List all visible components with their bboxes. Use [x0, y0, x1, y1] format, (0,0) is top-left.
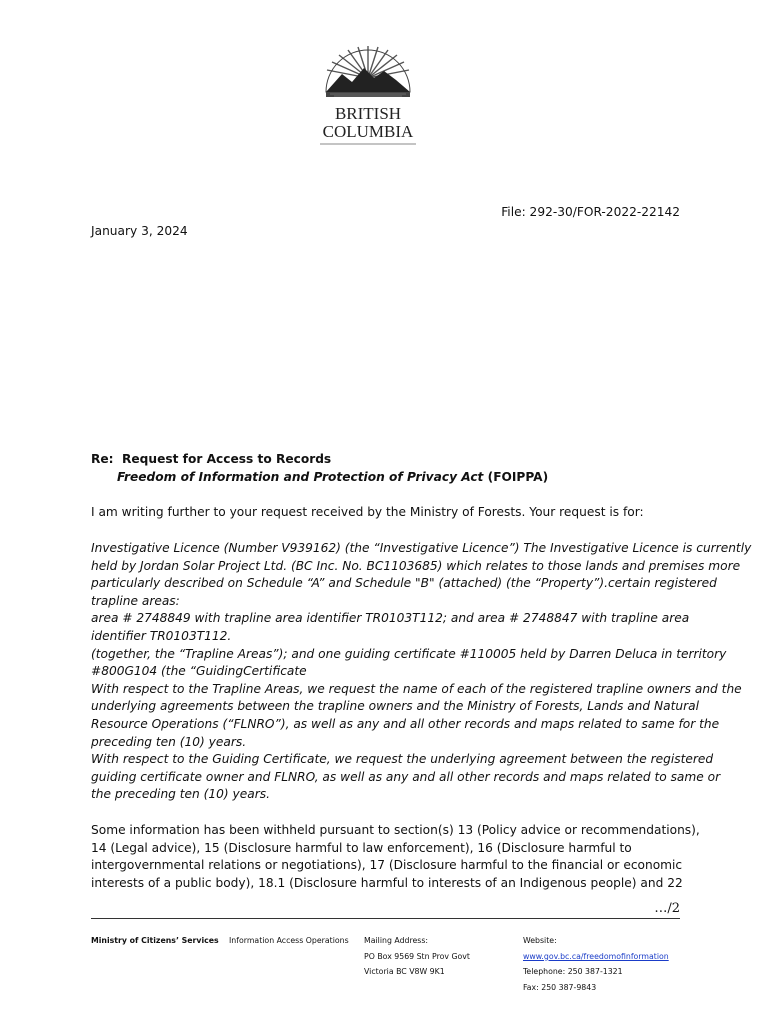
request-line: underlying agreements between the trapline owners and the Ministry of Forests, Lands and Natural [91, 699, 699, 714]
re-subject: Request for Access to Records [122, 452, 332, 466]
re-subject-line [91, 452, 331, 466]
bc-government-logo [312, 44, 424, 148]
withheld-paragraph [91, 822, 700, 892]
mailing-line-2: Victoria BC V8W 9K1 [364, 967, 445, 977]
request-line: the preceding ten (10) years. [91, 787, 270, 802]
request-text [91, 540, 752, 804]
request-line: With respect to the Trapline Areas, we request the name of each of the registered trapline owners and the [91, 681, 742, 696]
re-act-line [117, 470, 548, 484]
request-line: particularly described on Schedule “A” and Schedule "B" (attached) (the “Property”).certain registered [91, 576, 717, 591]
footer-office: Information Access Operations [229, 936, 349, 945]
act-name: Freedom of Information and Protection of Privacy Act [117, 470, 484, 484]
logo-text-british: BRITISH [334, 104, 402, 123]
telephone: Telephone: 250 387-1321 [523, 967, 623, 977]
request-line: area # 2748849 with trapline area identifier TR0103T112; and area # 2748847 with trapline area [91, 611, 690, 626]
website-link[interactable]: www.gov.bc.ca/freedomofinformation [523, 951, 669, 961]
request-line: #800G104 (the “GuidingCertificate [91, 664, 307, 679]
footer-divider [91, 918, 680, 919]
request-line: preceding ten (10) years. [91, 734, 247, 749]
mailing-label: Mailing Address: [364, 936, 429, 945]
request-line: (together, the “Trapline Areas”); and one guiding certificate #110005 held by Darren Deluca in territory [91, 646, 727, 661]
footer-ministry: Ministry of Citizens’ Services [91, 936, 219, 945]
re-prefix: Re: [91, 452, 114, 466]
act-abbrev: (FOIPPA) [487, 470, 549, 484]
footer-contact [523, 933, 669, 995]
file-reference: File: 292-30/FOR-2022-22142 [501, 205, 680, 219]
intro-paragraph: I am writing further to your request received by the Ministry of Forests. Your request is for: [91, 505, 644, 519]
request-line: identifier TR0103T112. [91, 628, 232, 643]
withheld-line: interests of a public body), 18.1 (Disclosure harmful to interests of an Indigenous people) and 22 [91, 875, 683, 890]
bc-sun-mountain-emblem [312, 44, 424, 148]
withheld-line: Some information has been withheld pursuant to section(s) 13 (Policy advice or recommendations), [91, 823, 700, 837]
withheld-line: intergovernmental relations or negotiations), 17 (Disclosure harmful to the financial or economic [91, 858, 683, 873]
request-line: trapline areas: [91, 593, 180, 608]
letter-date: January 3, 2024 [91, 224, 188, 238]
request-line: Resource Operations (“FLNRO”), as well as any and all other records and maps related to same for the [91, 716, 720, 731]
mailing-line-1: PO Box 9569 Stn Prov Govt [364, 951, 470, 961]
website-label: Website: [523, 936, 557, 945]
logo-text-columbia: COLUMBIA [322, 122, 414, 141]
page-continuation: …/2 [654, 901, 680, 916]
request-line: With respect to the Guiding Certificate, we request the underlying agreement between the registered [91, 752, 714, 767]
fax: Fax: 250 387-9843 [523, 982, 597, 992]
withheld-line: 14 (Legal advice), 15 (Disclosure harmful to law enforcement), 16 (Disclosure harmful to [91, 840, 632, 855]
request-line: Investigative Licence (Number V939162) (the “Investigative Licence”) The Investigative Licence is currently [91, 541, 752, 555]
request-line: held by Jordan Solar Project Ltd. (BC Inc. No. BC1103685) which relates to those lands and premises more [91, 558, 741, 573]
request-line: guiding certificate owner and FLNRO, as well as any and all other records and maps related to same or [91, 769, 721, 784]
footer-mailing-address [364, 933, 470, 980]
